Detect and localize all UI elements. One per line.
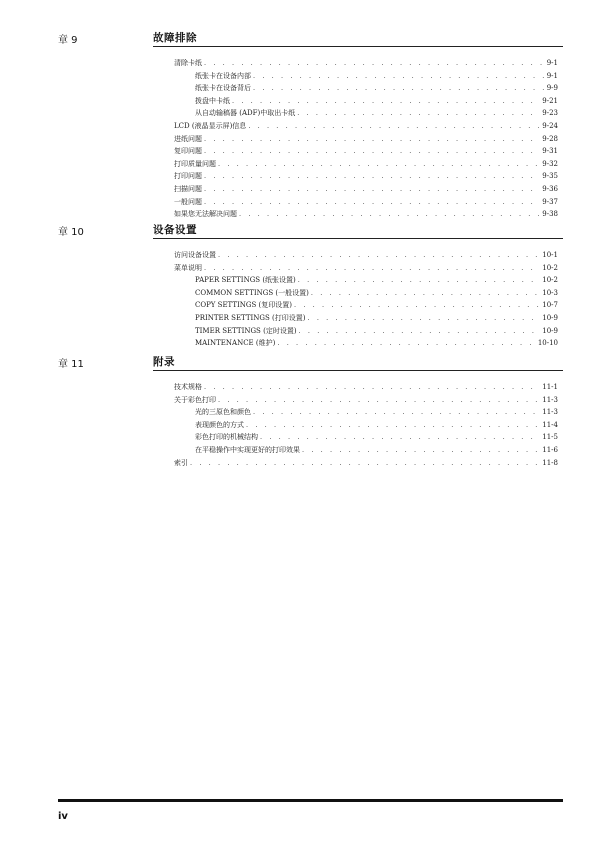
toc-entry-page: 9-38	[542, 210, 558, 219]
toc-entry-label: 纸张卡在设备内部	[195, 71, 251, 80]
toc-entry-page: 9-37	[542, 197, 558, 206]
toc-leader-dots	[311, 287, 539, 300]
toc-leader-dots	[248, 120, 539, 133]
toc-entry-label: 纸张卡在设备背后	[195, 84, 251, 93]
chapter-heading	[58, 223, 558, 239]
toc-entry-line	[195, 431, 558, 444]
chapter-number: 章 11	[58, 359, 84, 370]
toc-leader-dots	[204, 196, 539, 209]
chapter-heading	[58, 31, 558, 47]
toc-entry-line	[174, 457, 558, 470]
toc-leader-dots	[218, 249, 539, 262]
chapter-heading	[58, 355, 558, 371]
toc-entry-label: LCD (液晶显示屏)信息	[174, 121, 247, 130]
toc-entry-line	[195, 299, 558, 312]
chapter-rule	[153, 238, 563, 239]
toc-entry-label: PAPER SETTINGS (纸张设置)	[195, 276, 296, 285]
toc-leader-dots	[204, 133, 539, 146]
toc-entry-label: 清除卡纸	[174, 59, 202, 67]
toc-entry-page: 10-10	[537, 339, 558, 348]
toc-entry-line	[195, 82, 558, 95]
toc-entry[interactable]	[174, 196, 558, 209]
toc-entry-line	[174, 262, 558, 275]
toc-entry-label: 复印问题	[174, 147, 202, 156]
toc-entry[interactable]	[174, 107, 558, 120]
toc-leader-dots	[204, 381, 539, 394]
toc-entry[interactable]	[174, 95, 558, 108]
toc-entry-line	[195, 274, 558, 287]
toc-entry[interactable]	[174, 337, 558, 350]
toc-entry[interactable]	[174, 262, 558, 275]
toc-entry[interactable]	[174, 82, 558, 95]
toc-leader-dots	[246, 419, 539, 432]
toc-leader-dots	[232, 95, 539, 108]
toc-entry-page: 9-35	[542, 172, 558, 181]
toc-entry-line	[195, 325, 558, 338]
toc-entry-line	[195, 406, 558, 419]
toc-entry-line	[195, 70, 558, 83]
toc-entry-label: 彩色打印的机械结构	[195, 433, 258, 442]
toc-leader-dots	[190, 457, 539, 470]
chapter-number: 章 9	[58, 35, 78, 46]
toc-entry[interactable]	[174, 133, 558, 146]
toc-entry[interactable]	[174, 145, 558, 158]
toc-leader-dots	[218, 158, 539, 171]
toc-entry-label: 从自动输稿器 (ADF)中取出卡纸	[195, 109, 296, 118]
toc-entry[interactable]	[174, 299, 558, 312]
toc-entry-page: 9-32	[542, 159, 558, 168]
toc-entry-label: 如果您无法解决问题	[174, 210, 237, 219]
toc-entry-line	[174, 208, 558, 221]
toc-entry-label: 索引	[174, 458, 188, 467]
toc-entry-line	[195, 419, 558, 432]
toc-entry-line	[174, 381, 558, 394]
chapter-11	[58, 355, 558, 467]
toc-leader-dots	[294, 299, 539, 312]
toc-leader-dots	[204, 145, 539, 158]
toc-entry[interactable]	[174, 406, 558, 419]
toc-entry[interactable]	[174, 457, 558, 470]
toc-entry-page: 10-3	[542, 288, 558, 297]
toc-entry-page: 11-6	[542, 445, 558, 454]
toc-entry-line	[174, 57, 558, 70]
toc-entry-line	[174, 158, 558, 171]
toc-entry-line	[174, 183, 558, 196]
toc-leader-dots	[204, 57, 544, 70]
toc-entry-label: COMMON SETTINGS (一般设置)	[195, 288, 309, 297]
toc-entry-page: 10-2	[542, 276, 558, 285]
toc-entry[interactable]	[174, 444, 558, 457]
toc-entry-page: 9-1	[546, 59, 558, 67]
toc-list	[174, 381, 558, 469]
toc-leader-dots	[204, 170, 539, 183]
toc-entry-line	[174, 196, 558, 209]
toc-entry-label: 菜单说明	[174, 263, 202, 272]
toc-entry-page: 11-3	[542, 395, 558, 404]
toc-entry-page: 9-23	[542, 109, 558, 118]
toc-entry-page: 9-36	[542, 184, 558, 193]
toc-leader-dots	[253, 406, 539, 419]
toc-entry-line	[174, 394, 558, 407]
toc-entry-line	[195, 287, 558, 300]
toc-entry-page: 10-1	[542, 251, 558, 259]
toc-list	[174, 57, 558, 221]
toc-entry-line	[195, 95, 558, 108]
toc-entry-page: 10-2	[542, 263, 558, 272]
chapter-number: 章 10	[58, 227, 84, 238]
toc-entry-page: 11-8	[542, 458, 558, 467]
toc-entry[interactable]	[174, 325, 558, 338]
toc-entry[interactable]	[174, 287, 558, 300]
toc-entry-line	[195, 312, 558, 325]
toc-entry-page: 9-31	[542, 147, 558, 156]
toc-entry[interactable]	[174, 394, 558, 407]
toc-list	[174, 249, 558, 350]
toc-entry[interactable]	[174, 419, 558, 432]
toc-entry-label: TIMER SETTINGS (定时设置)	[195, 326, 297, 335]
toc-entry[interactable]	[174, 381, 558, 394]
toc-entry-page: 9-9	[546, 84, 558, 93]
toc-entry-label: 关于彩色打印	[174, 395, 216, 404]
toc-entry-label: 打印质量问题	[174, 159, 216, 168]
chapter-rule	[153, 370, 563, 371]
toc-leader-dots	[260, 431, 539, 444]
toc-leader-dots	[302, 444, 539, 457]
toc-entry[interactable]	[174, 120, 558, 133]
toc-leader-dots	[239, 208, 539, 221]
toc-leader-dots	[218, 394, 539, 407]
toc-entry-line	[174, 120, 558, 133]
toc-entry-label: 在平稳操作中实现更好的打印效果	[195, 445, 300, 454]
toc-entry-page: 10-7	[542, 301, 558, 310]
chapter-10	[58, 223, 558, 348]
toc-entry-label: 拨盘中卡纸	[195, 96, 230, 105]
toc-entry-page: 9-24	[542, 121, 558, 130]
toc-entry-label: 技术规格	[174, 383, 202, 391]
toc-entry[interactable]	[174, 312, 558, 325]
toc-entry-line	[174, 170, 558, 183]
toc-entry-line	[195, 107, 558, 120]
toc-leader-dots	[204, 183, 539, 196]
toc-entry[interactable]	[174, 70, 558, 83]
toc-entry-page: 11-3	[542, 408, 558, 417]
toc-entry-line	[195, 337, 558, 350]
toc-leader-dots	[297, 107, 539, 120]
page-number: iv	[58, 811, 68, 822]
toc-entry[interactable]	[174, 274, 558, 287]
toc-entry-page: 11-4	[542, 420, 558, 429]
toc-entry[interactable]	[174, 170, 558, 183]
toc-entry[interactable]	[174, 249, 558, 262]
toc-entry-page: 10-9	[542, 326, 558, 335]
toc-entry-page: 9-1	[546, 71, 558, 80]
toc-entry-page: 9-21	[542, 96, 558, 105]
toc-entry-line	[195, 444, 558, 457]
toc-entry[interactable]	[174, 183, 558, 196]
toc-leader-dots	[299, 325, 540, 338]
toc-entry[interactable]	[174, 208, 558, 221]
toc-entry[interactable]	[174, 431, 558, 444]
chapter-title: 设备设置	[153, 224, 197, 236]
toc-leader-dots	[307, 312, 539, 325]
toc-entry-label: MAINTENANCE (维护)	[195, 339, 276, 348]
chapter-rule	[153, 46, 563, 47]
chapter-title: 附录	[153, 356, 175, 368]
toc-entry-page: 11-5	[542, 433, 558, 442]
toc-entry-page: 9-28	[542, 134, 558, 143]
toc-leader-dots	[277, 337, 534, 350]
chapter-9	[58, 31, 558, 219]
toc-entry-label: 表现颜色的方式	[195, 420, 244, 429]
toc-entry-label: 进纸问题	[174, 134, 202, 143]
toc-entry-label: 打印问题	[174, 172, 202, 181]
toc-entry-line	[174, 133, 558, 146]
toc-entry-label: PRINTER SETTINGS (打印设置)	[195, 313, 306, 322]
toc-entry-label: COPY SETTINGS (复印设置)	[195, 301, 292, 310]
toc-leader-dots	[253, 82, 544, 95]
toc-entry-label: 访问设备设置	[174, 251, 216, 259]
toc-entry-label: 光的三原色和颜色	[195, 408, 251, 417]
toc-entry-label: 扫描问题	[174, 184, 202, 193]
footer-rule	[58, 799, 563, 802]
toc-entry[interactable]	[174, 57, 558, 70]
toc-entry-line	[174, 145, 558, 158]
toc-leader-dots	[298, 274, 539, 287]
chapter-title: 故障排除	[153, 32, 197, 44]
toc-entry-page: 11-1	[542, 383, 558, 391]
toc-entry-label: 一般问题	[174, 197, 202, 206]
toc-leader-dots	[204, 262, 539, 275]
toc-entry[interactable]	[174, 158, 558, 171]
toc-entry-line	[174, 249, 558, 262]
toc-entry-page: 10-9	[542, 313, 558, 322]
toc-leader-dots	[253, 70, 544, 83]
